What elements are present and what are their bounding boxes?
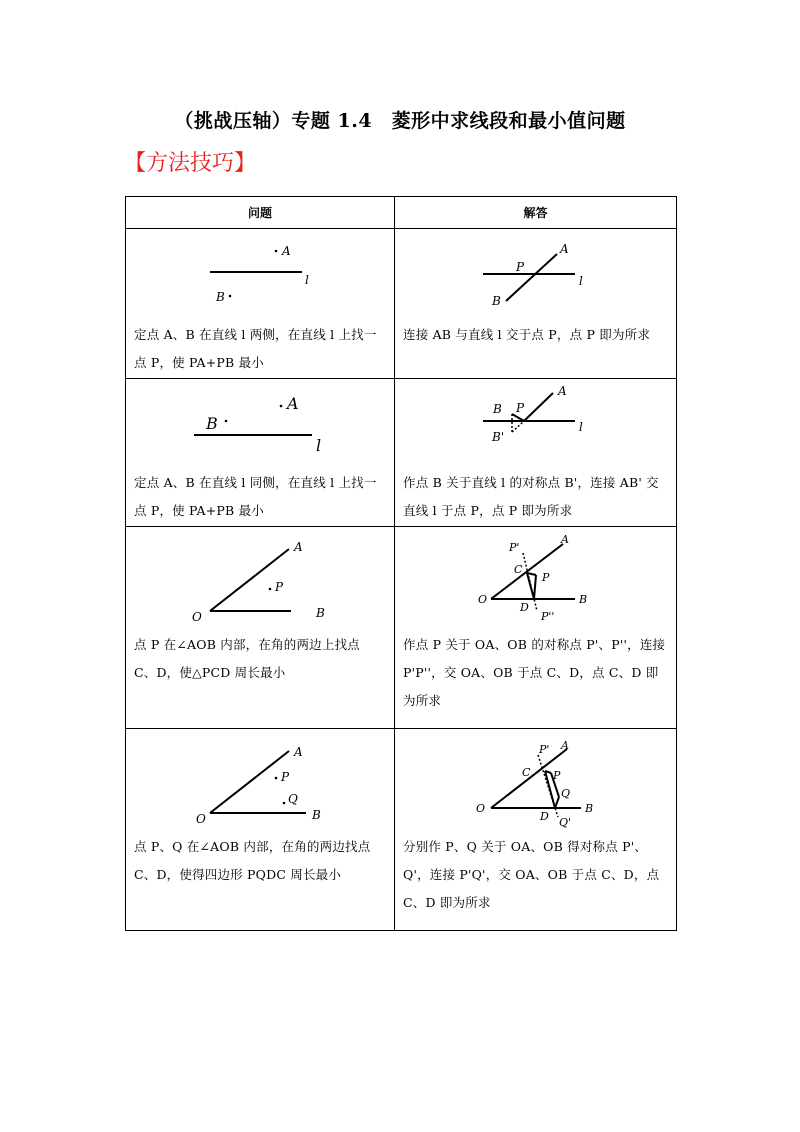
label-o: O [192,610,202,624]
label-a: A [282,244,291,258]
label-b-prime: B' [492,430,505,444]
method-table [125,196,677,931]
label-b: B [216,290,225,304]
label-p-prime: P' [509,541,520,554]
ray-oa [491,544,563,599]
figure-answer-opposite-sides [395,229,677,321]
question-text: 点 P 在∠AOB 内部，在角的两边上找点 C、D，使△PCD 周长最小 [134,637,360,680]
answer-cell [395,379,677,527]
label-b: B [206,414,218,433]
label-p-double-prime: P'' [541,610,555,623]
figure-opposite-sides [126,229,395,321]
label-a: A [294,540,303,554]
segment-b2p [512,421,524,432]
label-c: C [522,766,531,779]
label-b: B [492,294,501,308]
segment-pd [534,575,536,599]
answer-cell [395,229,677,379]
figure-answer-angle-two-points [395,729,677,833]
label-l: l [579,274,583,288]
label-p-prime: P' [539,743,550,756]
table-header-row [126,197,677,229]
label-b: B [312,808,321,822]
document-title: （挑战压轴）专题 1.4 菱形中求线段和最小值问题 [174,110,626,132]
label-a: A [560,242,569,256]
label-l: l [316,436,322,455]
table-row [126,729,677,931]
answer-text: 连接 AB 与直线 l 交于点 P，点 P 即为所求 [403,327,651,342]
table-row [126,527,677,729]
label-d: D [540,810,549,823]
question-cell [126,527,395,729]
point-a [275,250,278,253]
answer-cell [395,527,677,729]
table-row [126,379,677,527]
question-text: 点 P、Q 在∠AOB 内部，在角的两边找点 C、D，使得四边形 PQDC 周长最小 [134,839,371,882]
point-q [283,802,286,805]
ray-oa [210,751,289,813]
label-p: P [281,770,290,784]
figure-same-side [126,379,395,469]
answer-text: 作点 P 关于 OA、OB 的对称点 P'、P''，连接 P'P''，交 OA、OB 于点 C、D，点 C、D 即为所求 [403,637,666,708]
point-p [275,777,278,780]
figure-angle-one-point [126,527,395,631]
segment-qd [555,797,559,808]
label-a: A [287,394,299,413]
question-text: 定点 A、B 在直线 l 同侧，在直线 l 上找一点 P，使 PA+PB 最小 [134,475,377,518]
label-l: l [305,273,309,287]
segment-bp [512,414,524,421]
label-b: B [579,593,588,606]
figure-answer-angle-one-point [395,527,677,631]
label-c: C [514,563,523,576]
answer-text: 分别作 P、Q 关于 OA、OB 得对称点 P'、Q'，连接 P'Q'，交 OA、OB 于点 C、D，点 C、D 即为所求 [403,839,660,910]
label-a: A [561,739,569,752]
label-o: O [476,802,486,815]
label-d: D [520,601,529,614]
label-b: B [493,402,502,416]
table-row [126,229,677,379]
column-header-answer: 解答 [395,197,677,229]
question-cell [126,729,395,931]
point-a [280,405,283,408]
label-b: B [585,802,594,815]
segment-cd [527,573,534,599]
point-b [225,420,228,423]
point-p [269,588,272,591]
question-cell [126,379,395,527]
figure-answer-same-side [395,379,677,469]
label-a: A [558,384,567,398]
answer-text: 作点 B 关于直线 l 的对称点 B'，连接 AB' 交直线 l 于点 P，点 P 即为所求 [403,475,659,518]
label-a: A [561,533,569,546]
column-header-question: 问题 [126,197,395,229]
label-p: P [516,401,525,415]
label-o: O [478,593,488,606]
segment-ab [506,254,557,301]
label-a: A [294,745,303,759]
label-q-prime: Q' [559,816,572,829]
segment-pa [524,393,553,421]
question-text: 定点 A、B 在直线 l 两侧，在直线 l 上找一点 P，使 PA+PB 最小 [134,327,377,370]
label-l: l [579,420,583,434]
section-heading: 【方法技巧】 [124,151,257,176]
point-b [229,295,232,298]
label-p: P [542,571,550,584]
label-q: Q [288,792,298,806]
label-p: P [553,769,561,782]
label-o: O [196,812,206,826]
answer-cell [395,729,677,931]
question-cell [126,229,395,379]
label-p: P [516,260,525,274]
label-q: Q [561,787,571,800]
label-b: B [316,606,325,620]
label-p: P [275,580,284,594]
figure-angle-two-points [126,729,395,833]
